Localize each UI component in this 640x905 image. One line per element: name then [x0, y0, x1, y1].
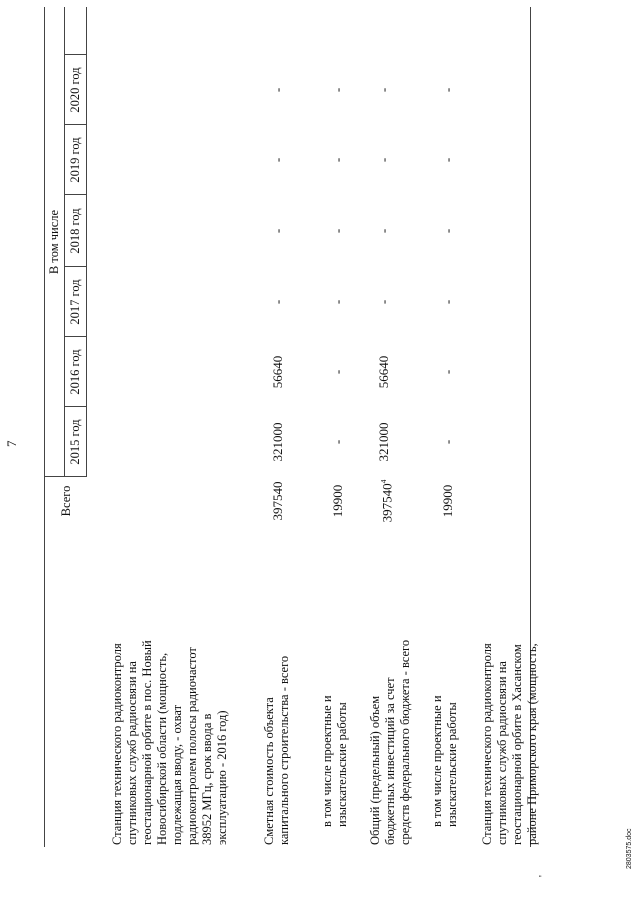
row-2-2018: -	[330, 228, 345, 234]
row-0-label: Станция технического радиоконтроля спутниковых служб радиосвязи на геостационарной орбите в пос. Новый Новосибирской области (мощность, подлежащая вводу, - охват радиоконтролем полосы радиочастот 38952 МГц, срок ввода в эксплуатацию - 2016 год)	[110, 640, 229, 845]
row-5-label: Станция технического радиоконтроля спутниковых служб радиосвязи на геостационарной орбите в Хасанском районе Приморского края (мощность,	[480, 643, 539, 845]
row-3-label: Общий (предельный) объем бюджетных инвестиций за счет средств федерального бюджета - всего	[368, 639, 412, 845]
header-total: Всего	[59, 485, 73, 517]
row-4-total: 19900	[440, 484, 455, 518]
row-4-label: в том числе проектные и изыскательские работы	[430, 695, 459, 827]
header-year-2020: 2020 год	[68, 67, 82, 113]
row-1-2018: -	[270, 228, 285, 234]
table-top-border	[44, 7, 45, 847]
row-1-2016: 56640	[270, 355, 285, 389]
margin-mark: '	[538, 875, 549, 877]
row-3-2016: 56640	[376, 355, 391, 389]
row-1-2019: -	[270, 157, 285, 163]
header-year-2016: 2016 год	[68, 349, 82, 395]
header-year-2019: 2019 год	[68, 137, 82, 183]
row-4-2017: -	[440, 299, 455, 305]
row-4-2015: -	[440, 439, 455, 445]
row-2-2017: -	[330, 299, 345, 305]
row-3-2020: -	[376, 87, 391, 93]
row-4-2018: -	[440, 228, 455, 234]
row-3-2017: -	[376, 299, 391, 305]
row-1-total: 397540	[270, 481, 285, 521]
header-year-2015: 2015 год	[68, 419, 82, 465]
row-3-2018: -	[376, 228, 391, 234]
row-2-2015: -	[330, 439, 345, 445]
row-1-2020: -	[270, 87, 285, 93]
page-number: 7	[4, 440, 19, 447]
year-header-underline	[86, 7, 87, 477]
row-2-2016: -	[330, 369, 345, 375]
row-1-2017: -	[270, 299, 285, 305]
header-including: В том числе	[47, 209, 61, 275]
row-2-2020: -	[330, 87, 345, 93]
row-2-total: 19900	[330, 484, 345, 518]
row-4-2020: -	[440, 87, 455, 93]
row-3-2019: -	[376, 157, 391, 163]
header-year-2017: 2017 год	[68, 279, 82, 325]
row-1-2015: 321000	[270, 422, 285, 462]
footer-document-code: 2803575.doc	[626, 828, 633, 869]
row-3-total: 397540$^4$	[379, 479, 395, 523]
row-4-2019: -	[440, 157, 455, 163]
row-2-2019: -	[330, 157, 345, 163]
row-3-2015: 321000	[376, 422, 391, 462]
row-1-label: Сметная стоимость объекта капитального строительства - всего	[262, 655, 291, 845]
row-2-label: в том числе проектные и изыскательские работы	[320, 695, 349, 827]
footnote-marker: 4	[379, 479, 388, 484]
row-4-2016: -	[440, 369, 455, 375]
header-year-2018: 2018 год	[68, 208, 82, 254]
